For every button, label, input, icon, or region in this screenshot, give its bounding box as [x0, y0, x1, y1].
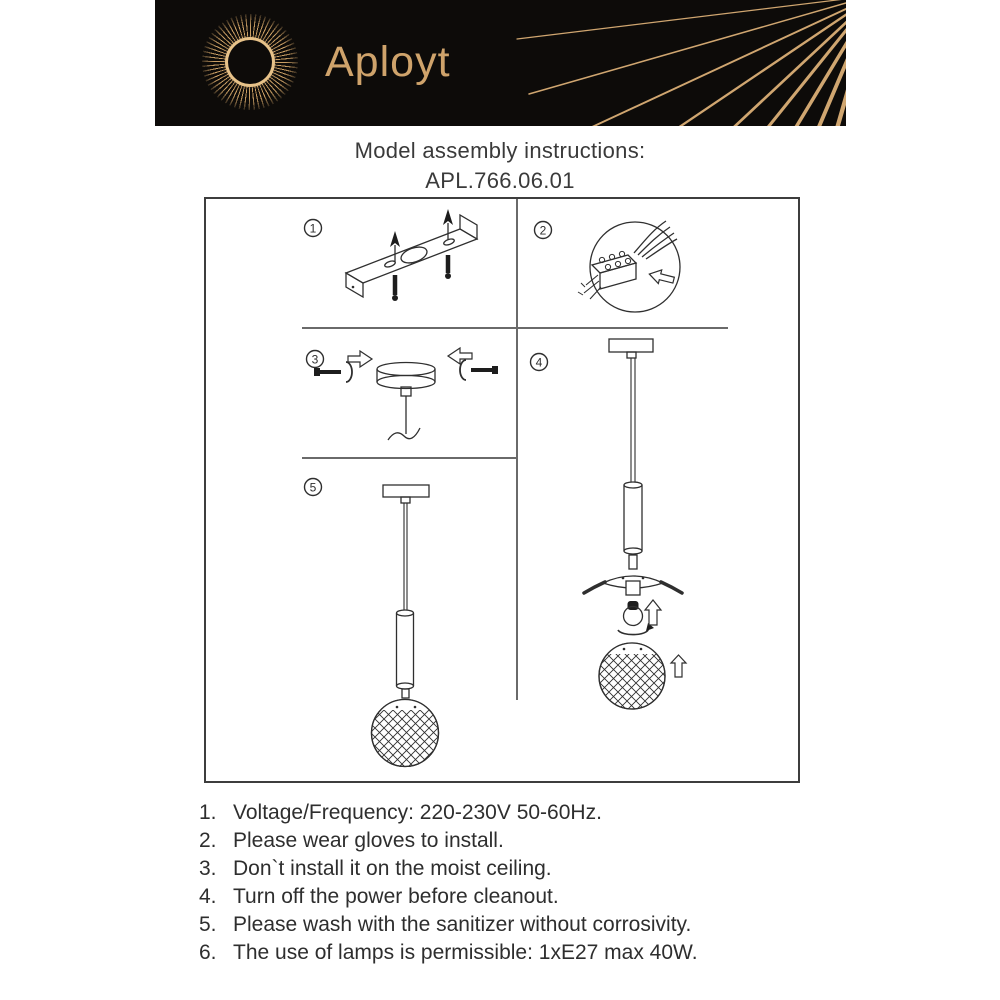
- brand-banner: [155, 0, 846, 126]
- item-number: 6.: [199, 941, 217, 964]
- item-text: Turn off the power before cleanout.: [233, 885, 559, 908]
- item-text: Voltage/Frequency: 220-230V 50-60Hz.: [233, 801, 602, 824]
- list-item: [199, 885, 859, 913]
- list-item: [199, 913, 859, 941]
- step-2-number: 2: [539, 223, 547, 238]
- instructions-list: [199, 801, 859, 969]
- item-text: Please wash with the sanitizer without corrosivity.: [233, 913, 692, 936]
- corner-rays-decoration: [155, 0, 846, 126]
- list-item: [199, 857, 859, 885]
- list-item: [199, 829, 859, 857]
- list-item: [199, 801, 859, 829]
- step-5-number: 5: [309, 480, 317, 495]
- item-text: Don`t install it on the moist ceiling.: [233, 857, 552, 880]
- item-text: The use of lamps is permissible: 1xE27 max 40W.: [233, 941, 698, 964]
- item-number: 5.: [199, 913, 217, 936]
- list-item: [199, 941, 859, 969]
- diagram-border: [205, 198, 799, 782]
- page-title: Model assembly instructions:: [354, 138, 646, 163]
- step-4-number: 4: [535, 355, 543, 370]
- brand-name: Aployt: [325, 38, 451, 86]
- item-number: 2.: [199, 829, 217, 852]
- item-number: 3.: [199, 857, 217, 880]
- model-number: APL.766.06.01: [425, 168, 575, 193]
- item-text: Please wear gloves to install.: [233, 829, 504, 852]
- step-1-number: 1: [309, 221, 317, 236]
- item-number: 4.: [199, 885, 217, 908]
- step-3-number: 3: [311, 352, 319, 367]
- assembly-diagram: [204, 197, 800, 783]
- item-number: 1.: [199, 801, 217, 824]
